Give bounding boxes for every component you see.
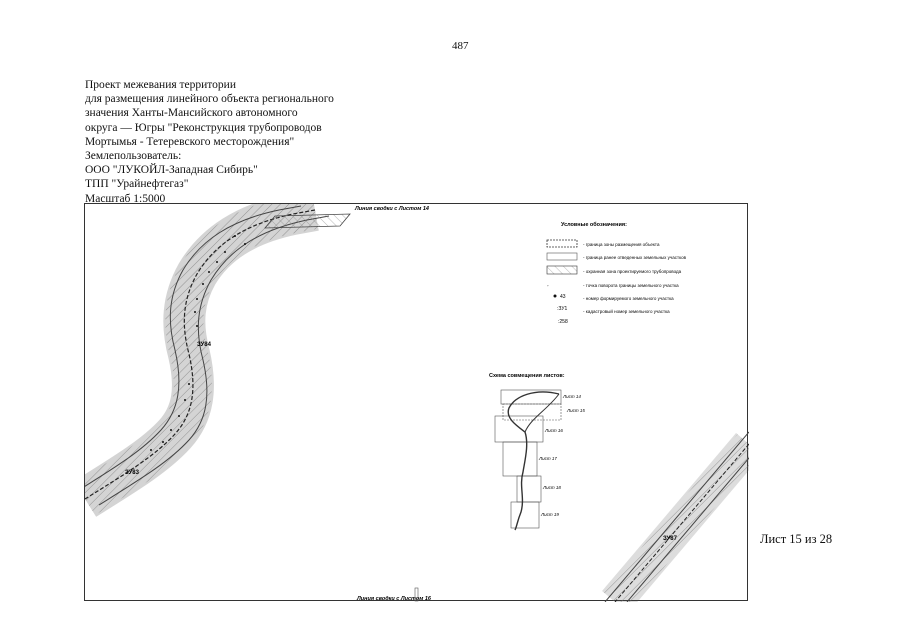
legend-label: - граница ранее отведенных земельных участков xyxy=(583,255,686,260)
scheme-sheet-label: Лист 15 xyxy=(567,408,585,413)
legend-label: ◦ xyxy=(547,283,549,288)
legend-label: - кадастровый номер земельного участка xyxy=(583,309,670,314)
legend-sample: 43 xyxy=(560,294,566,300)
parcel-label-zu87: ЗУ87 xyxy=(663,536,677,542)
legend-title: Условные обозначения: xyxy=(561,222,627,228)
legend-sample: :ЗУ1 xyxy=(557,306,568,312)
legend xyxy=(547,221,687,325)
sheet-scheme xyxy=(489,373,585,530)
match-line-bottom: Линия сводки с Листом 16 xyxy=(357,596,431,602)
title-line: для размещения линейного объекта регионального xyxy=(85,93,334,106)
match-line-top: Линия сводки с Листом 14 xyxy=(355,206,429,212)
scheme-sheet xyxy=(503,442,537,476)
legend-label: - граница зоны размещения объекта xyxy=(583,242,660,247)
legend-label: - охранная зона проектируемого трубопровода xyxy=(583,269,682,274)
scheme-title: Схема совмещения листов: xyxy=(489,373,565,379)
scheme-sheet-label: Лист 17 xyxy=(539,456,557,461)
legend-symbol-turn-point xyxy=(554,295,557,298)
page-number: 487 xyxy=(452,40,469,52)
title-line: Землепользователь: xyxy=(85,150,182,163)
title-line: Проект межевания территории xyxy=(85,79,236,91)
legend-symbol-boundary-zone xyxy=(547,240,577,247)
scheme-sheet xyxy=(503,404,561,420)
title-line: ООО "ЛУКОЙЛ-Западная Сибирь" xyxy=(85,164,258,177)
parcel-label-zu83: ЗУ83 xyxy=(125,470,139,476)
scheme-sheet-label: Лист 16 xyxy=(545,428,563,433)
scheme-sheet xyxy=(517,476,541,502)
scheme-sheet-label: Лист 18 xyxy=(543,485,561,490)
title-block xyxy=(85,78,334,206)
legend-label: - номер формируемого земельного участка xyxy=(583,296,674,301)
title-line: Мортымья - Тетеревского месторождения" xyxy=(85,135,295,148)
legend-symbol-protected-zone xyxy=(547,266,577,274)
title-line: ТПП "Урайнефтегаз" xyxy=(85,178,189,191)
title-line: округа — Югры "Реконструкция трубопроводов xyxy=(85,121,322,134)
legend-sample: :258 xyxy=(558,319,568,325)
scheme-sheet-label: Лист 19 xyxy=(541,512,559,517)
scheme-route-line xyxy=(525,394,559,432)
legend-label: - точка поворота границы земельного участка xyxy=(583,283,679,288)
scheme-sheet-label: Лист 14 xyxy=(563,394,581,399)
scheme-sheet xyxy=(511,502,539,528)
title-line: значения Ханты-Мансийского автономного xyxy=(85,107,298,120)
map-drawing xyxy=(85,204,749,602)
parcel-label-zu84: ЗУ84 xyxy=(197,342,211,348)
sheet-label: Лист 15 из 28 xyxy=(760,532,833,546)
title-line: Масштаб 1:5000 xyxy=(85,192,166,205)
pipeline-corridor-right xyxy=(605,432,749,602)
map-frame xyxy=(84,203,748,601)
pipeline-corridor xyxy=(85,206,350,505)
legend-symbol-parcel-boundary xyxy=(547,253,577,260)
